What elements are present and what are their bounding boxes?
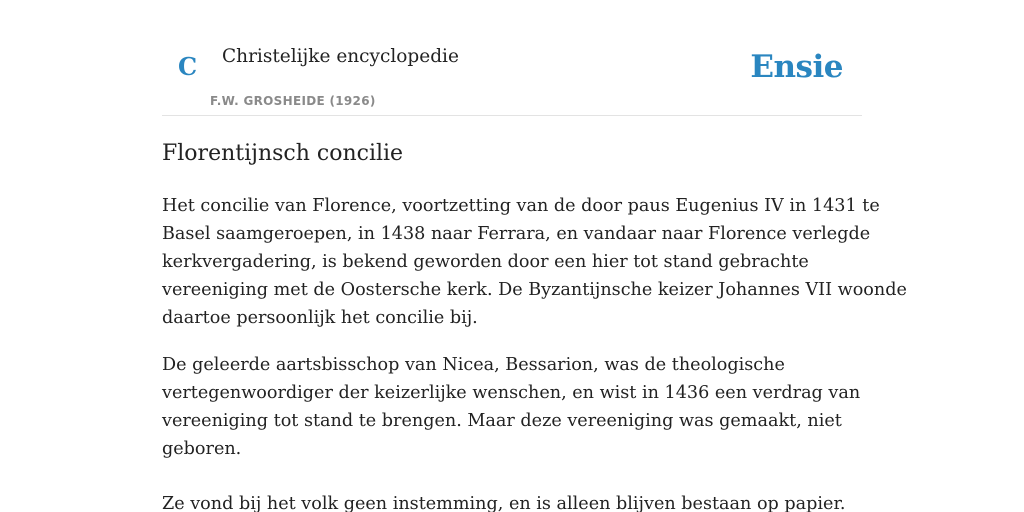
paragraph-line: vereeniging tot stand te brengen. Maar deze vereeniging was gemaakt, niet [162,411,842,431]
paragraph-line: Basel saamgeroepen, in 1438 naar Ferrara, en vandaar naar Florence verlegde [162,224,871,244]
paragraph-line: geboren. [162,439,242,459]
paragraph-line: vereeniging met de Oostersche kerk. De Byzantijnsche keizer Johannes VII woonde [162,280,907,300]
paragraph-line: De geleerde aartsbisschop van Nicea, Bessarion, was de theologische [162,355,785,375]
book-header [162,30,862,116]
article [162,139,907,512]
paragraph-line: Het concilie van Florence, voortzetting van de door paus Eugenius IV in 1431 te [162,196,880,216]
article-paragraph [162,192,907,332]
article-paragraph [162,351,872,463]
article-paragraph [162,490,872,512]
article-title: Florentijnsch concilie [162,141,404,166]
brand-logo-link[interactable]: Ensie [750,49,843,85]
paragraph-line: vertegenwoordiger der keizerlijke wenschen, en wist in 1436 een verdrag van [162,383,861,403]
paragraph-line: kerkvergadering, is bekend geworden door een hier tot stand gebrachte [162,252,809,272]
paragraph-line: Ze vond bij het volk geen instemming, en is alleen blijven bestaan op papier. [162,494,846,512]
book-author: F.W. GROSHEIDE (1926) [210,94,376,108]
book-title[interactable]: Christelijke encyclopedie [222,46,459,67]
paragraph-line: daartoe persoonlijk het concilie bij. [162,308,478,328]
book-letter-badge[interactable]: C [178,52,198,81]
